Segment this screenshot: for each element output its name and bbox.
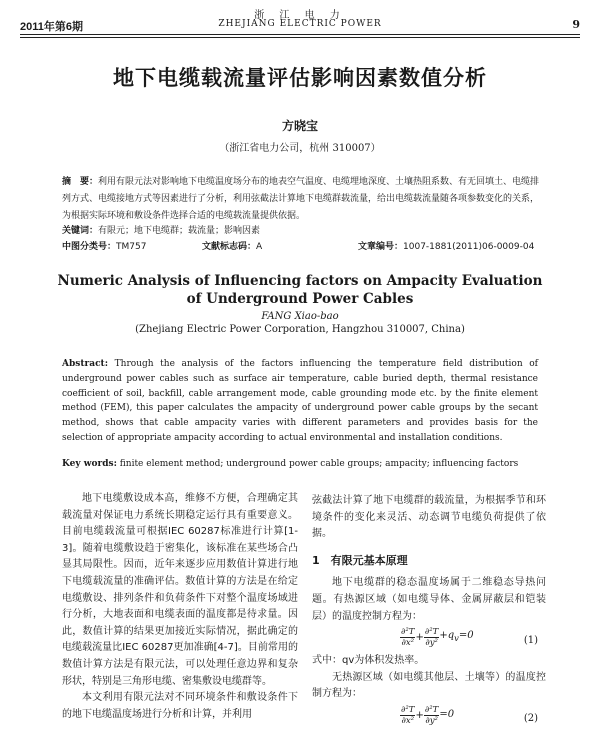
page-number: 9 (572, 18, 580, 31)
abstract-en-text: Through the analysis of the factors influencing the temperature field distribution of underground power cables such as surface air temperature, cable buried depth, thermal resistance coefficient of soil, backfill, cable arrangement mode, cable grounding mode etc. by the finite element method (FEM), this paper calculates the ampacity of underground power cable groups by the secant method, shows that cable ampacity varies with different parameters and provides basis for the selection of appropriate ampacity according to actual environmental and installation conditions. (62, 359, 538, 443)
document-code: 文献标志码：A (202, 242, 263, 252)
header-rule-thin (20, 37, 580, 38)
equation-1-description: 式中：qv为体积发热率。 (312, 655, 425, 667)
paper-title-en-line2: of Underground Power Cables (186, 291, 414, 307)
journal-name-en: ZHEJIANG ELECTRIC POWER (218, 19, 382, 29)
abstract-en (62, 357, 538, 446)
abstract-cn-text: 利用有限元法对影响地下电缆温度场分布的地表空气温度、电缆埋地深度、土壤热阻系数、有无回填土、电缆排列方式、电缆接地方式等因素进行了分析，利用弦截法计算地下电缆群载流量，给出电缆载流量随各项参数变化的关系，为根据实际环境和敷设条件选择合适的电缆载流量提供依据。 (62, 177, 540, 221)
equation-1-number: (1) (523, 635, 538, 647)
body-paragraph: 弦截法计算了地下电缆群的载流量，为根据季节和环境条件的变化来灵活、动态调节电缆负荷提供了依据。 (312, 495, 546, 540)
clc-code: 中图分类号：TM757 (62, 242, 147, 252)
paper-title-en-line1: Numeric Analysis of Influencing factors on Ampacity Evaluation (57, 273, 543, 289)
body-left-column (62, 491, 298, 723)
affiliation-cn: （浙江省电力公司，杭州 310007） (219, 143, 381, 154)
author-en: FANG Xiao-bao (261, 311, 339, 322)
keywords-cn-text: 有限元；地下电缆群；载流量；影响因素 (98, 226, 261, 236)
body-paragraph: 无热源区域（如电缆其他层、土壤等）的温度控制方程为： (312, 671, 546, 700)
keywords-en (62, 459, 538, 469)
header-rule-thick (20, 34, 580, 35)
body-paragraph: 本文利用有限元法对不同环境条件和敷设条件下的地下电缆温度场进行分析和计算，并利用 (62, 692, 298, 720)
paper-title-en (20, 272, 580, 308)
equation-2-number: (2) (523, 712, 538, 724)
body-paragraph: 地下电缆群的稳态温度场属于二维稳态导热问题。有热源区域（如电缆导体、金属屏蔽层和铠装层）的温度控制方程为： (312, 577, 546, 622)
affiliation-en: (Zhejiang Electric Power Corporation, Hangzhou 310007, China) (135, 324, 465, 335)
equation-2-expression: $\frac{\text{∂²T}}{\text{∂x²}}$ + $\frac{\text{∂²T}}{\text{∂y²}}$ =0 (401, 704, 455, 726)
abstract-cn-label: 摘 要： (62, 177, 99, 187)
author-cn: 方晓宝 (281, 119, 318, 133)
article-number: 文章编号：1007-1881(2011)06-0009-04 (358, 242, 535, 252)
equation-1-expression: $\frac{\text{∂²T}}{\text{∂x²}}$ + $\frac{\text{∂²T}}{\text{∂y²}}$ $+q_v=0$ (401, 627, 474, 649)
abstract-cn (62, 174, 542, 225)
keywords-en-label: Key words: (62, 459, 117, 469)
abstract-en-label: Abstract: (62, 359, 109, 369)
equation-1 (312, 625, 546, 653)
journal-name-cn: 浙 江 电 力 (254, 10, 346, 21)
section-heading: 1 有限元基本原理 (312, 553, 408, 567)
keywords-en-text: finite element method; underground power cable groups; ampacity; influencing factors (119, 459, 519, 469)
page-header (20, 6, 580, 36)
equation-2 (312, 703, 546, 731)
body-right-column (312, 493, 546, 731)
keywords-cn-label: 关键词： (62, 226, 99, 236)
body-paragraph: 地下电缆敷设成本高，维修不方便，合理确定其载流量对保证电力系统长期稳定运行具有重要意义。目前电缆载流量可根据IEC 60287标准进行计算[1-3]。随着电缆敷设趋于密集化，该标准在某些场合凸显其局限性。因而，近年来逐步应用数值计算进行地下电缆载流量的准确评估。数值计算的方法是在给定电缆敷设、排列条件和负荷条件下对整个温度场域进行分析，大地表面和电缆表面的温度都是待求量。因此，数值计算的结果更加接近实际情况，据此确定的电缆载流量比IEC 60287更加准确[4-7]。目前常用的数值计算方法是有限元法，可以处理任意边界和复杂形状，特别是三角形电缆、密集敷设电缆群等。 (62, 493, 298, 687)
paper-title-cn: 地下电缆载流量评估影响因素数值分析 (113, 66, 487, 90)
keywords-cn (62, 223, 542, 236)
issue-label: 2011年第6期 (20, 21, 83, 33)
